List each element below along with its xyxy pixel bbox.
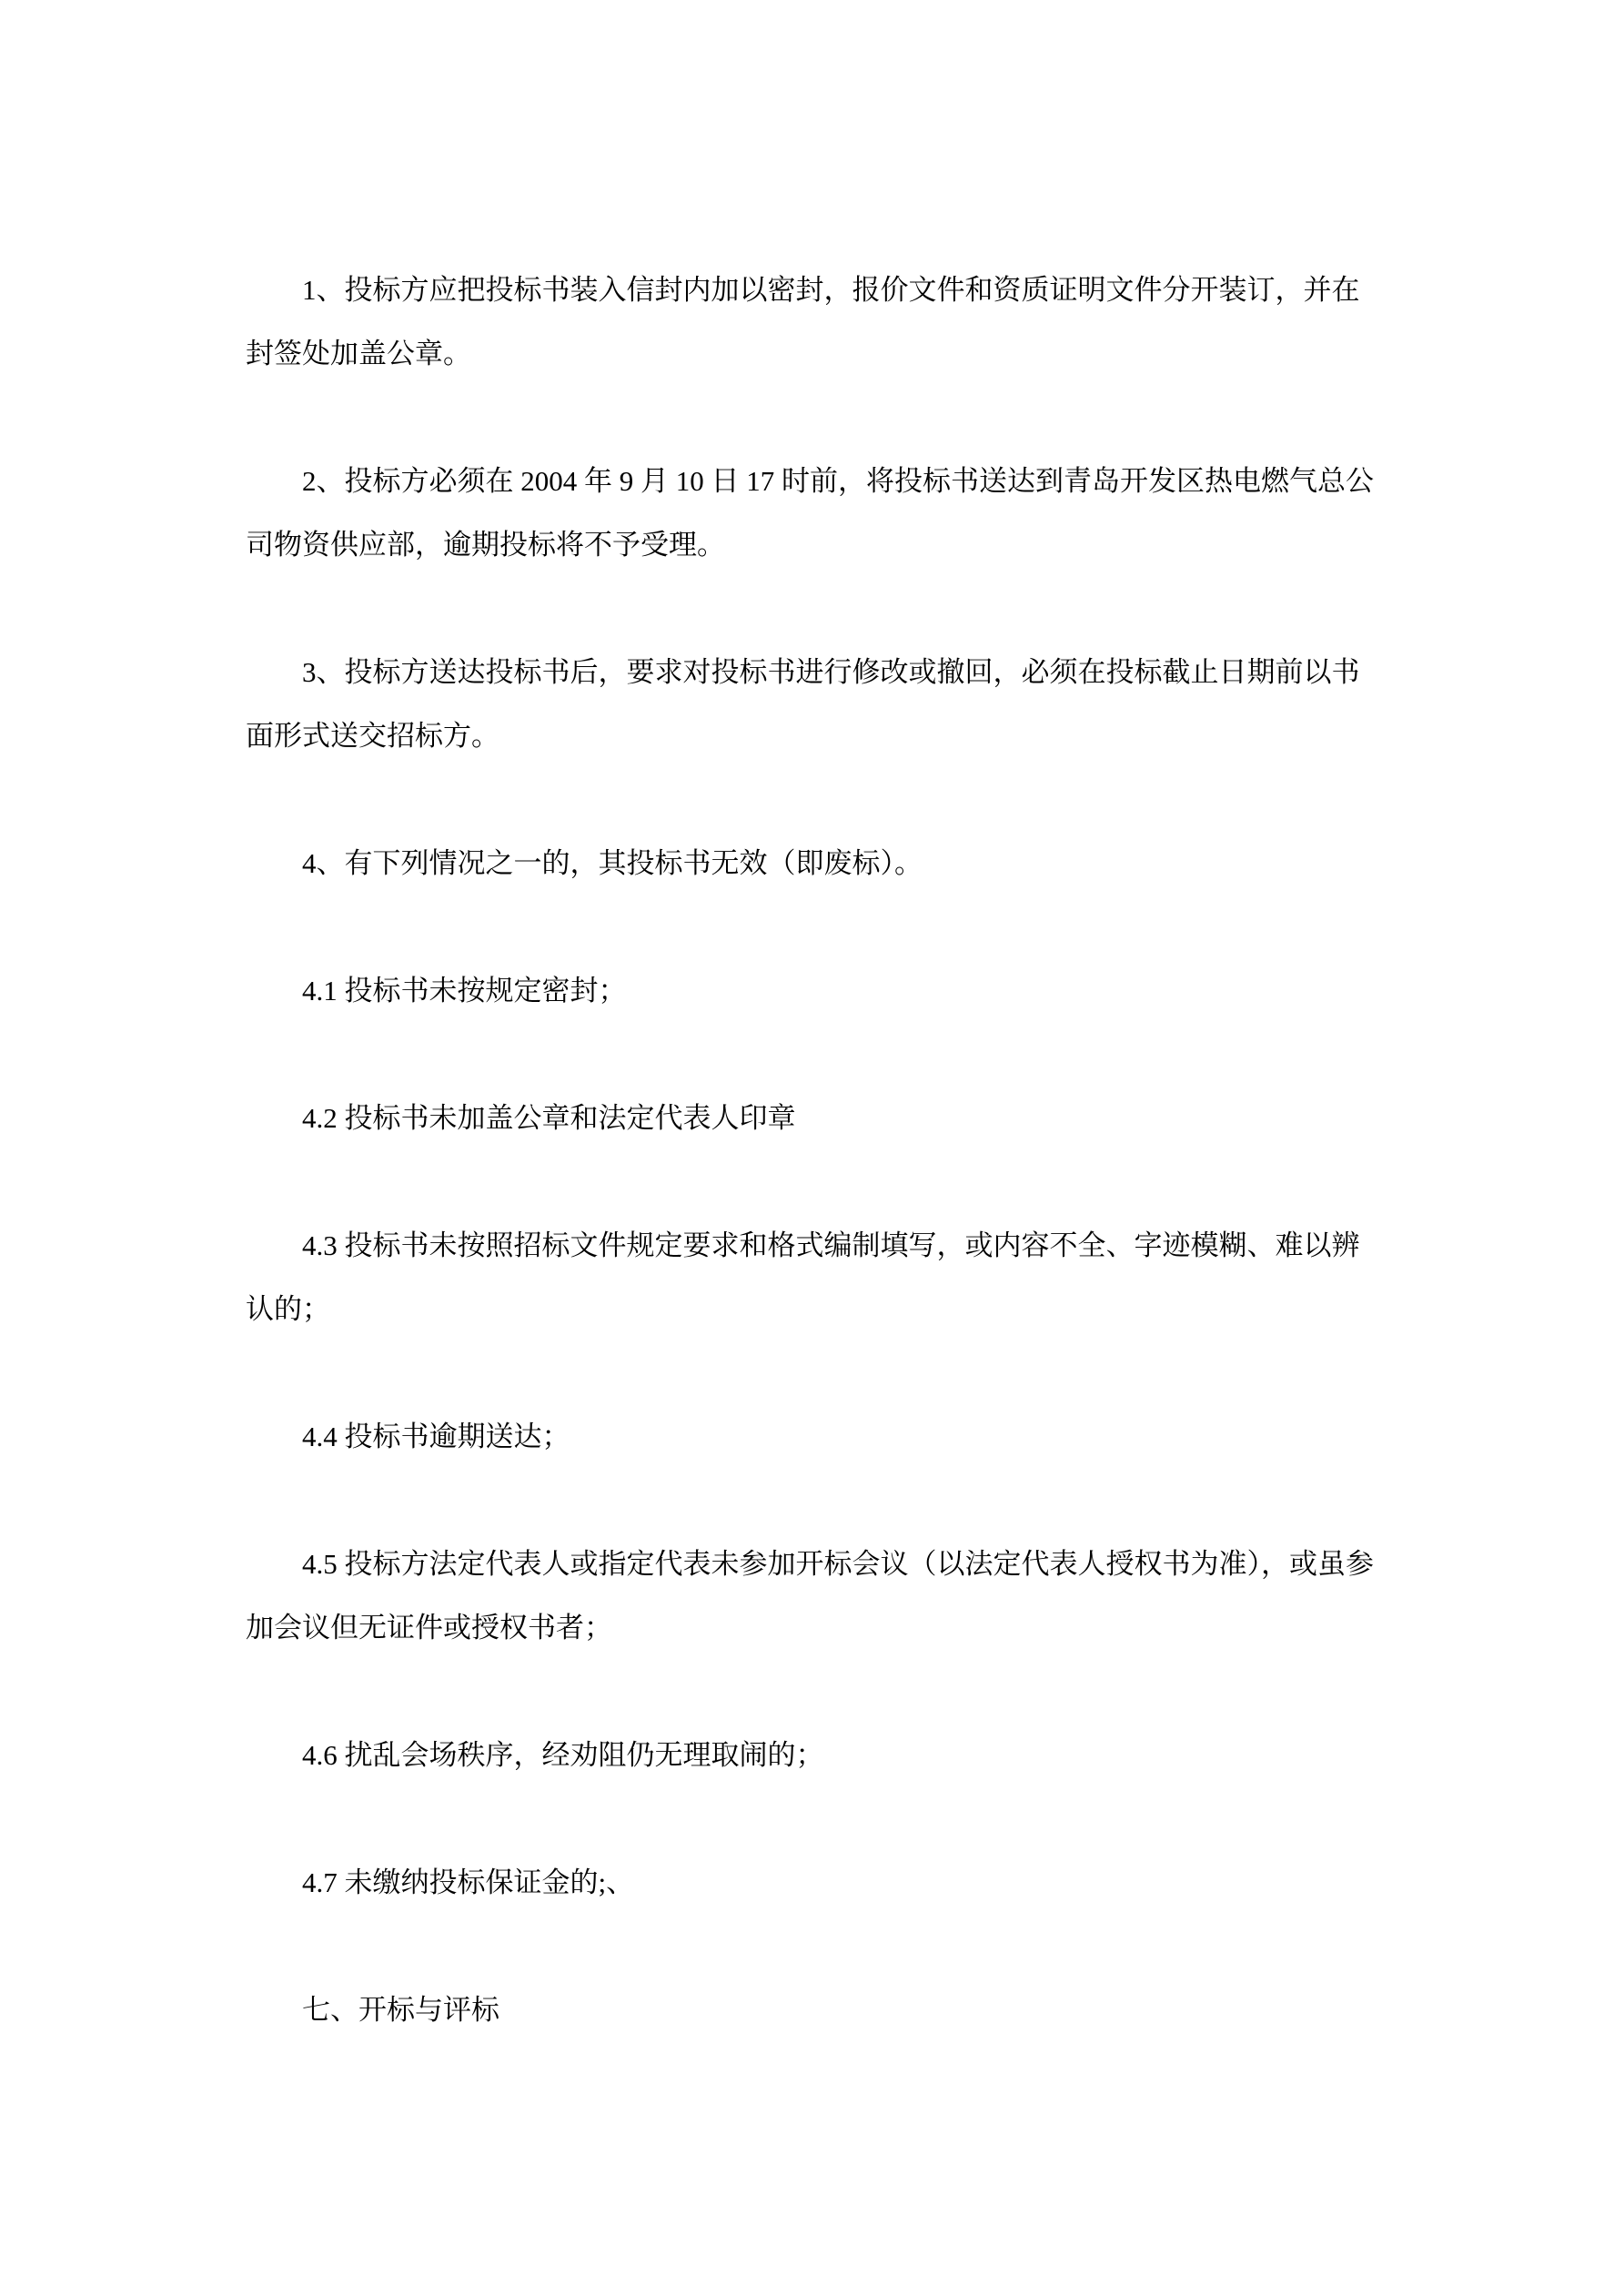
text-line: 七、开标与评标 — [302, 1994, 499, 2026]
text-line: 封签处加盖公章。 — [246, 338, 471, 369]
paragraph — [246, 1405, 1378, 1469]
paragraph — [246, 1724, 1378, 1787]
text-line: 3、投标方送达投标书后，要求对投标书进行修改或撤回，必须在投标截止日期前以书 — [302, 656, 1360, 688]
text-line: 4.2 投标书未加盖公章和法定代表人印章 — [302, 1102, 796, 1134]
text-line: 4、有下列情况之一的，其投标书无效（即废标）。 — [302, 847, 923, 879]
text-line: 4.5 投标方法定代表人或指定代表未参加开标会议（以法定代表人授权书为准），或虽参 — [302, 1548, 1374, 1580]
text-line: 4.7 未缴纳投标保证金的;、 — [302, 1866, 635, 1898]
text-line: 司物资供应部，逾期投标将不予受理。 — [246, 529, 725, 561]
text-line: 面形式送交招标方。 — [246, 720, 499, 752]
text-line: 4.6 扰乱会场秩序，经劝阻仍无理取闹的； — [302, 1739, 824, 1771]
text-line: 2、投标方必须在 2004 年 9 月 10 日 17 时前，将投标书送达到青岛开发区热电燃气总公 — [302, 465, 1374, 497]
paragraph — [246, 1851, 1378, 1915]
text-line: 4.3 投标书未按照招标文件规定要求和格式编制填写，或内容不全、字迹模糊、难以辨 — [302, 1229, 1360, 1261]
paragraph — [246, 258, 1378, 386]
paragraph — [246, 1214, 1378, 1341]
text-line: 加会议但无证件或授权书者； — [246, 1612, 612, 1644]
paragraph — [246, 641, 1378, 768]
text-line: 认的； — [246, 1293, 330, 1325]
paragraph — [246, 959, 1378, 1023]
paragraph — [246, 1978, 1378, 2042]
paragraph — [246, 1087, 1378, 1150]
paragraph — [246, 1532, 1378, 1660]
text-line: 1、投标方应把投标书装入信封内加以密封，报价文件和资质证明文件分开装订，并在 — [302, 274, 1360, 306]
text-line: 4.1 投标书未按规定密封； — [302, 975, 627, 1006]
document-body — [246, 258, 1378, 2106]
paragraph — [246, 832, 1378, 895]
paragraph — [246, 450, 1378, 577]
text-line: 4.4 投标书逾期送达； — [302, 1421, 570, 1452]
